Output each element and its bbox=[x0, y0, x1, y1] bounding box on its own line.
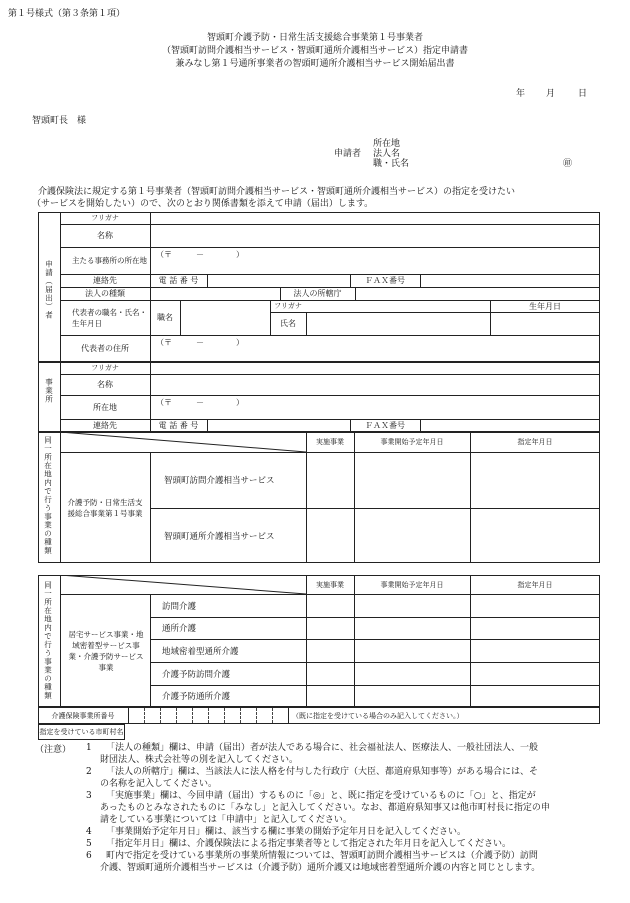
title-line-3: 兼みなし第１号通所事業者の智頭町通所介護相当サービス開始届出書 bbox=[175, 59, 455, 69]
services2-side-label: 同一所在地内で行う事業の種類 bbox=[43, 581, 53, 700]
note-line: 介護、智頭町通所介護相当サービスは（介護予防）通所介護又は地域密着型通所介護の内容と同じとします。 bbox=[100, 863, 541, 873]
service-row-preventive-home-care: 介護予防訪問介護 bbox=[162, 669, 231, 680]
applicant-phone-label: 電 話 番 号 bbox=[158, 276, 199, 285]
date-month: 月 bbox=[546, 89, 556, 99]
note-number: 1 bbox=[86, 743, 92, 753]
applicant-label: 申請者 bbox=[334, 149, 362, 159]
applicant-contact-label: 連絡先 bbox=[93, 276, 117, 285]
representative-label: 代表者の職名・氏名・生年月日 bbox=[72, 307, 147, 328]
rep-furigana-label: フリガナ bbox=[274, 302, 302, 310]
services1-side-label: 同一所在地内で行う事業の種類 bbox=[43, 436, 53, 555]
note-line: 財団法人、株式会社等の別を記入してください。 bbox=[100, 755, 299, 765]
rep-address-label: 代表者の住所 bbox=[81, 344, 129, 353]
applicant-fax-label: ＦＡＸ番号 bbox=[365, 276, 405, 285]
rep-birth-label: 生年月日 bbox=[529, 301, 561, 311]
services2-col-implement: 実施事業 bbox=[316, 580, 344, 589]
addressee: 智頭町長 様 bbox=[32, 116, 87, 126]
services2-col-start: 事業開始予定年月日 bbox=[380, 580, 444, 589]
services1-col-implement: 実施事業 bbox=[316, 438, 344, 446]
office-side-label: 事業所 bbox=[44, 378, 54, 404]
office-fax-label: ＦＡＸ番号 bbox=[365, 421, 405, 430]
note-line: 「事業開始予定年月日」欄は、該当する欄に事業の開始予定年月日を記入してください。 bbox=[106, 827, 467, 837]
services1-col-designated: 指定年月日 bbox=[517, 438, 553, 446]
note-line: 「法人の所轄庁」欄は、当該法人に法人格を付与した行政庁（大臣、都道府県知事等）がある場合には、そ bbox=[106, 767, 539, 777]
note-line: あったものとみなされたものに「みなし」と記入してください。なお、都道府県知事又は他市町村長に指定の申 bbox=[100, 803, 550, 813]
service-row-preventive-day-care: 介護予防通所介護 bbox=[162, 692, 231, 702]
office-phone-label: 電 話 番 号 bbox=[158, 421, 199, 430]
municipality-label: 指定を受けている市町村名 bbox=[39, 728, 124, 736]
form-number: 第１号様式（第３条第１項） bbox=[8, 9, 126, 19]
services1-category: 介護予防・日常生活支援総合事業第１号事業 bbox=[67, 497, 143, 518]
applicant-name-label: 名称 bbox=[97, 231, 113, 240]
note-line: 「法人の種類」欄は、申請（届出）者が法人である場合に、社会福祉法人、医療法人、一般社団法人、一般 bbox=[106, 743, 539, 753]
note-number: 4 bbox=[86, 827, 92, 837]
office-postal-code: （〒 － ） bbox=[156, 397, 244, 407]
applicant-address-label: 所在地 bbox=[373, 139, 401, 149]
title-line-2: （智頭町訪問介護相当サービス・智頭町通所介護相当サービス）指定申請書 bbox=[161, 46, 468, 56]
intro-line-2: （サービスを開始したい）ので、次のとおり関係書類を添えて申請（届出）します。 bbox=[32, 199, 374, 209]
services1-col-start: 事業開始予定年月日 bbox=[380, 438, 444, 446]
office-contact-label: 連絡先 bbox=[93, 421, 117, 430]
note-number: 6 bbox=[86, 851, 92, 861]
corp-type-label: 法人の種類 bbox=[85, 289, 125, 298]
notes-label: （注意） bbox=[35, 745, 72, 755]
date-year: 年 bbox=[516, 89, 526, 99]
insurance-number-note: （既に指定を受けている場合のみ記入してください。） bbox=[292, 711, 464, 720]
intro-line-1: 介護保険法に規定する第１号事業者（智頭町訪問介護相当サービス・智頭町通所介護相当サービス）の指定を受けたい bbox=[38, 187, 516, 197]
corp-authority-label: 法人の所轄庁 bbox=[293, 289, 342, 298]
insurance-number-label: 介護保険事業所番号 bbox=[51, 711, 115, 720]
service-row-home-care: 訪問介護 bbox=[162, 601, 197, 612]
note-line: の名称を記入してください。 bbox=[100, 779, 218, 789]
service-row-community-day-care: 地域密着型通所介護 bbox=[162, 646, 239, 657]
rep-title-label: 職名 bbox=[157, 313, 173, 322]
applicant-corp-name-label: 法人名 bbox=[373, 149, 401, 159]
service-row-daycare-equivalent: 智頭町通所介護相当サービス bbox=[164, 531, 275, 542]
applicant-furigana-label: フリガナ bbox=[91, 214, 119, 222]
applicant-title-name-label: 職・氏名 bbox=[373, 159, 410, 169]
applicant-side-label: 申請（届出）者 bbox=[44, 260, 54, 320]
services2-category: 居宅サービス事業・地域密着型サービス事業・介護予防サービス事業 bbox=[68, 629, 144, 672]
note-number: 3 bbox=[86, 791, 92, 801]
date-day: 日 bbox=[578, 89, 588, 99]
rep-postal-code: （〒 － ） bbox=[156, 337, 244, 347]
note-line: 「指定年月日」欄は、介護保険法による指定事業者等として指定された年月日を記入してください。 bbox=[106, 839, 512, 849]
office-address-label: 所在地 bbox=[93, 402, 117, 412]
office-furigana-label: フリガナ bbox=[91, 364, 119, 372]
services2-col-designated: 指定年月日 bbox=[517, 580, 553, 589]
rep-name-label: 氏名 bbox=[280, 319, 296, 328]
office-address-label: 主たる事務所の所在地 bbox=[72, 255, 147, 265]
note-number: 2 bbox=[86, 767, 92, 777]
note-number: 5 bbox=[86, 839, 92, 849]
note-line: 請をしている事業については「申請中」と記入してください。 bbox=[100, 815, 352, 825]
note-line: 町内で指定を受けている事業所の事業所情報については、智頭町訪問介護相当サービスは（介護予防）訪問 bbox=[106, 851, 538, 861]
office-name-label: 名称 bbox=[97, 380, 113, 389]
service-row-day-care: 通所介護 bbox=[162, 624, 197, 634]
note-line: 「実施事業」欄は、今回申請（届出）するものに「◎」と、既に指定を受けているものに「○」と、指定が bbox=[106, 791, 536, 801]
seal-mark: ㊞ bbox=[563, 159, 573, 169]
service-row-visiting-equivalent: 智頭町訪問介護相当サービス bbox=[164, 476, 275, 486]
title-line-1: 智頭町介護予防・日常生活支援総合事業第１号事業者 bbox=[206, 33, 423, 43]
applicant-postal-code: （〒 － ） bbox=[156, 249, 244, 259]
